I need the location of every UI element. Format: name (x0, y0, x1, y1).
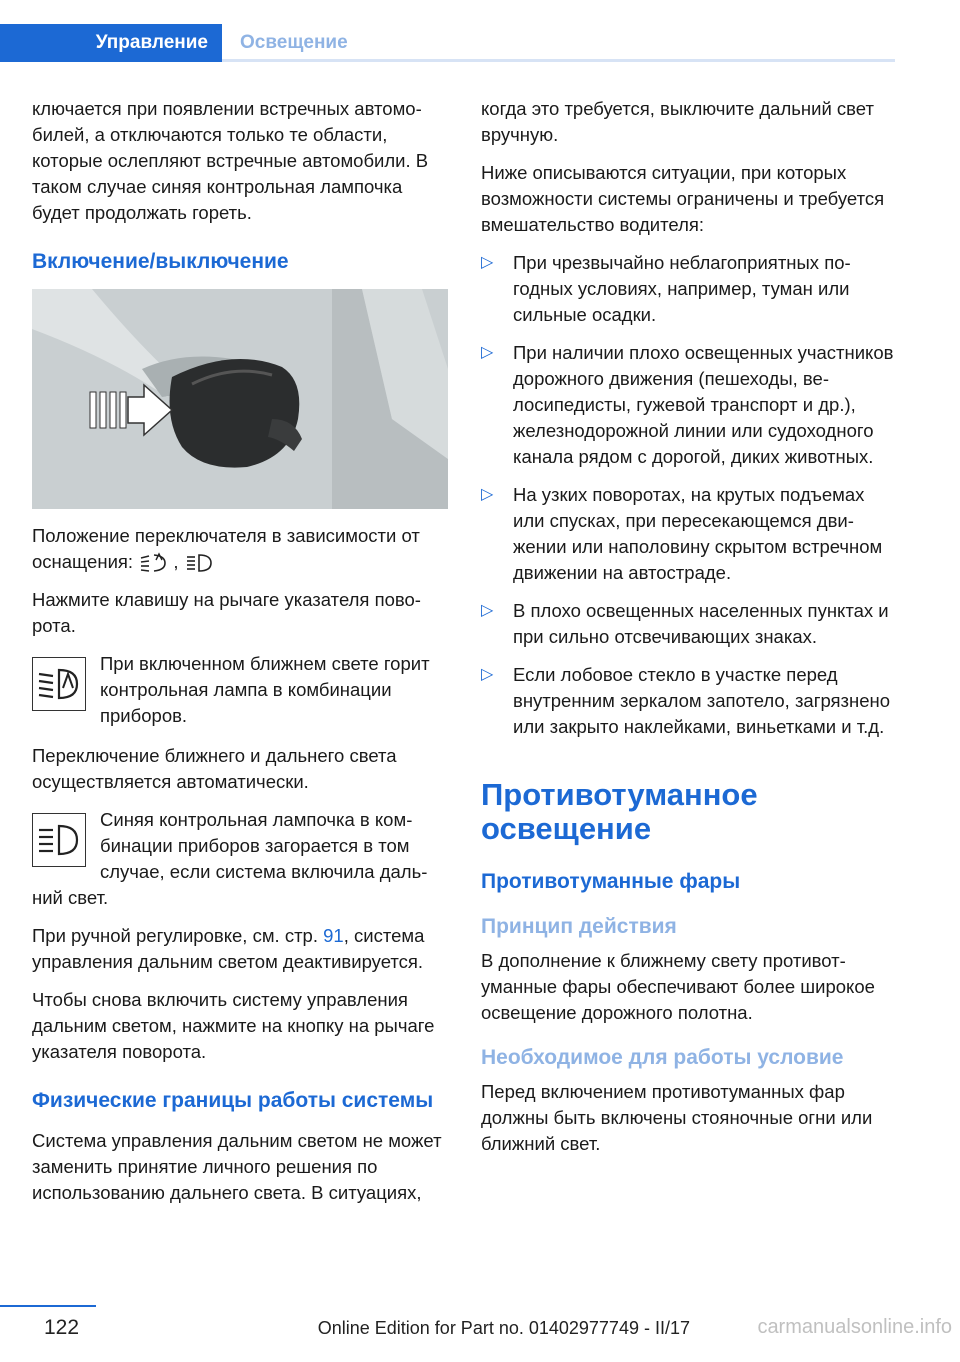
heading-switch: Включение/выключение (32, 250, 289, 273)
heading-fog-lighting: Противотуманное освещение (481, 777, 758, 846)
switching-paragraph: Переключение ближнего и дальнего света осуществляется автоматически. (32, 745, 397, 792)
high-beam-assistant-icon (184, 552, 214, 574)
header-rule (222, 59, 895, 62)
heading-principle: Принцип действия (481, 915, 677, 938)
watermark: carmanualsonline.info (757, 1316, 952, 1338)
page-link-91[interactable]: 91 (323, 925, 344, 946)
limitations-list (481, 250, 901, 740)
low-beam-auto-indicator (32, 657, 86, 711)
high-beam-indicator-note: Синяя контрольная лампочка в комбинации приборов загорается в том случае, если система включила дальний свет. (32, 809, 428, 908)
list-item: ▷ В плохо освещенных населенных пунктах и при сильно отсвечивающих знаках. (481, 600, 889, 647)
list-item: ▷ При наличии плохо освещенных участников дорожного движения (пешеходы, велосипедисты, гужевой транспорт и др.), железнодорожной линии или судоходного канала рядом с дорогой, диких животных. (481, 342, 894, 467)
turn-signal-lever-illustration (32, 289, 448, 509)
bullet-triangle-icon: ▷ (481, 254, 494, 271)
high-beam-indicator (32, 813, 86, 867)
intro-paragraph: ключается при появлении встречных автомобилей, а отключаются только те области, которые ослепляют встречные автомобили. В таком случае синяя контрольная лампочка будет продолжать гореть. (32, 98, 429, 223)
edition-info: Online Edition for Part no. 01402977749 - II/17 (317, 1318, 690, 1338)
high-beam-icon (33, 814, 85, 866)
bullet-triangle-icon: ▷ (481, 602, 494, 619)
section-tab-control: Управление (0, 24, 222, 62)
principle-paragraph: В дополнение к ближнему свету противотуманные фары обеспечивают более широкое освещение дорожного полотна. (481, 950, 875, 1023)
condition-paragraph: Перед включением противотуманных фар должны быть включены стояночные огни или ближний свет. (481, 1081, 873, 1154)
situations-paragraph: Ниже описываются ситуации, при которых возможности системы ограничены и требуется вмешательство водителя: (481, 162, 885, 235)
auto-high-beam-icon (138, 552, 168, 574)
reactivate-paragraph: Чтобы снова включить систему управления дальним светом, нажмите на кнопку на рычаге указателя поворота. (32, 989, 435, 1062)
left-column (32, 96, 452, 1218)
page-footer (0, 1300, 960, 1362)
page-header (0, 0, 895, 62)
press-paragraph: Нажмите клавишу на рычаге указателя поворота. (32, 589, 421, 636)
heading-condition: Необходимое для работы условие (481, 1046, 844, 1069)
continuation-paragraph: когда это требуется, выключите дальний свет вручную. (481, 98, 874, 145)
heading-fog-lamps: Противотуманные фары (481, 870, 741, 893)
bullet-triangle-icon: ▷ (481, 666, 494, 683)
manual-paragraph: При ручной регулировке, см. стр. 91, система управления дальним светом деактивируется. (32, 925, 425, 972)
section-tab-lighting: Освещение (240, 32, 348, 53)
bullet-triangle-icon: ▷ (481, 344, 494, 361)
list-item: ▷ Если лобовое стекло в участке перед внутренним зеркалом запотело, загрязнено или закрыто наклейками, виньетками и т.д. (481, 664, 891, 737)
caption-position: Положение переключателя в зависимости от оснащения: , (32, 523, 452, 575)
list-item: ▷ На узких поворотах, на крутых подъемах или спусках, при пересекающемся движении или наполовину скрытом встречном движении на автостраде. (481, 484, 883, 583)
low-beam-auto-icon (33, 658, 85, 710)
low-beam-indicator-note: При включенном ближнем свете горит контрольная лампа в комбинации приборов. (32, 651, 452, 729)
right-column (481, 96, 901, 1169)
footer-bar (0, 1305, 96, 1307)
list-item: ▷ При чрезвычайно неблагоприятных погодных условиях, например, туман или сильные осадки. (481, 252, 851, 325)
heading-limits: Физические границы работы системы (32, 1089, 434, 1112)
limits-paragraph: Система управления дальним светом не может заменить принятие личного решения по использованию дальнего света. В ситуациях, (32, 1130, 442, 1203)
bullet-triangle-icon: ▷ (481, 486, 494, 503)
page-number: 122 (44, 1316, 80, 1339)
